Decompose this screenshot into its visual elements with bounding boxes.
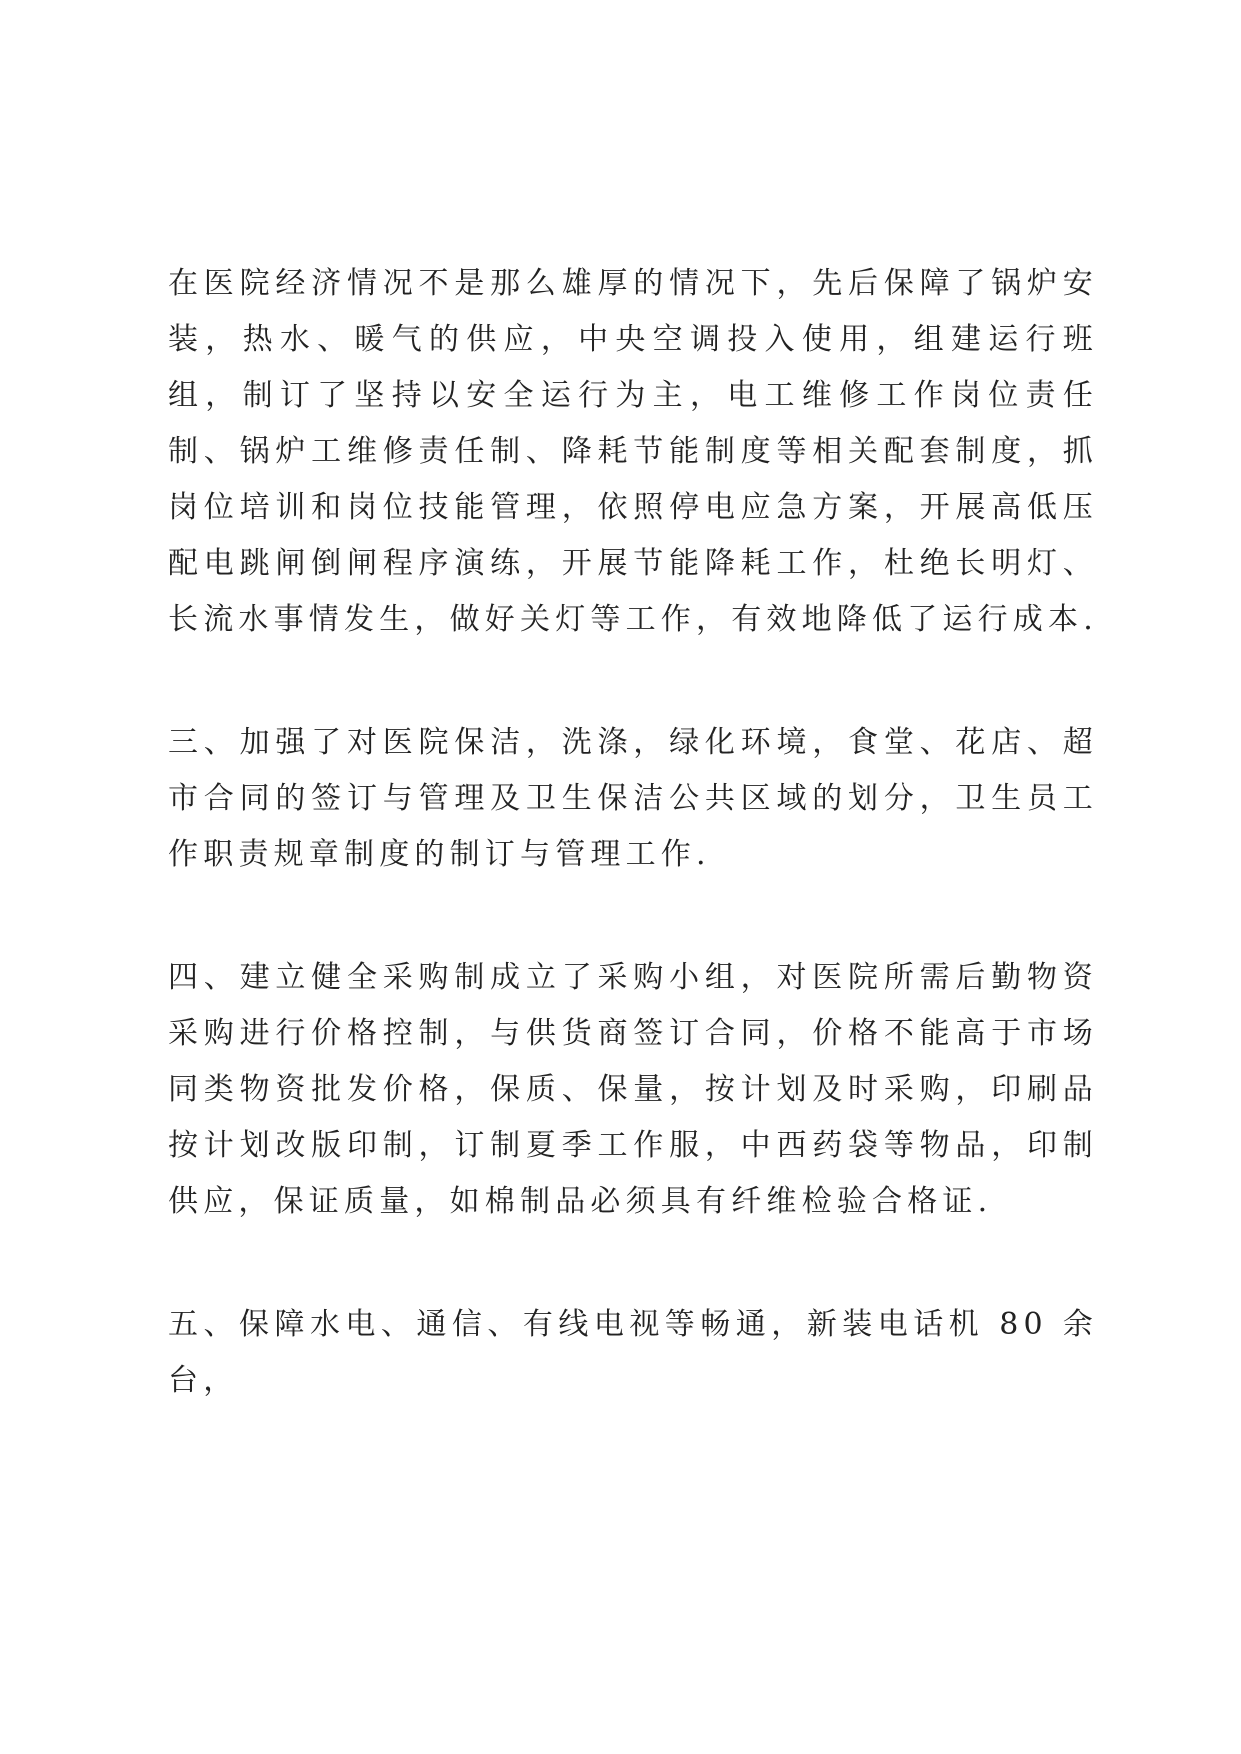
paragraph-section-three: 三、加强了对医院保洁，洗涤，绿化环境，食堂、花店、超市合同的签订与管理及卫生保洁公共区域的划分，卫生员工作职责规章制度的制订与管理工作. — [168, 725, 1098, 872]
paragraph-section-four: 四、建立健全采购制成立了采购小组，对医院所需后勤物资采购进行价格控制，与供货商签订合同，价格不能高于市场同类物资批发价格，保质、保量，按计划及时采购，印刷品按计划改版印制，订制夏季工作服，中西药袋等物品，印制供应，保证质量，如棉制品必须具有纤维检验合格证. — [168, 960, 1098, 1219]
paragraph-boiler-operations: 在医院经济情况不是那么雄厚的情况下，先后保障了锅炉安装，热水、暖气的供应，中央空调投入使用，组建运行班组，制订了坚持以安全运行为主，电工维修工作岗位责任制、锅炉工维修责任制、降耗节能制度等相关配套制度，抓岗位培训和岗位技能管理，依照停电应急方案，开展高低压配电跳闸倒闸程序演练，开展节能降耗工作，杜绝长明灯、长流水事情发生，做好关灯等工作，有效地降低了运行成本. — [168, 266, 1098, 637]
paragraph-section-five: 五、保障水电、通信、有线电视等畅通，新装电话机 80 余台， — [168, 1307, 1098, 1398]
document-body — [168, 256, 1098, 1409]
